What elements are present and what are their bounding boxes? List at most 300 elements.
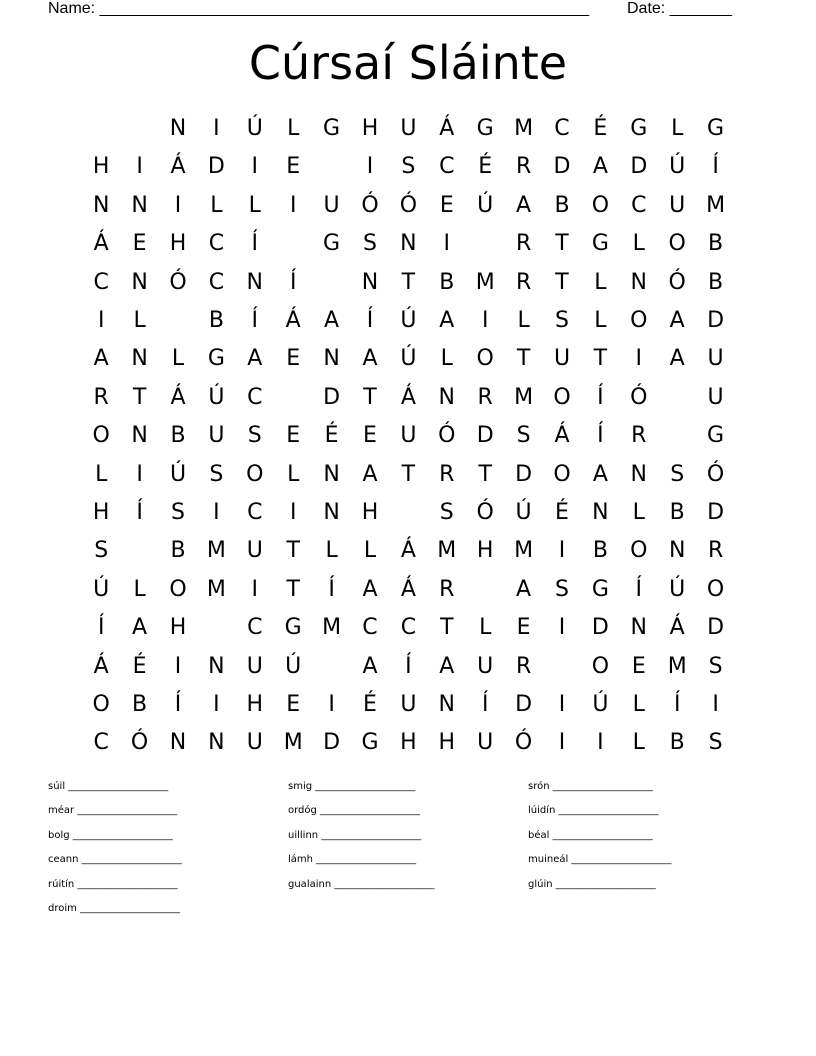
- grid-letter: S: [708, 730, 723, 756]
- grid-letter: A: [516, 192, 532, 218]
- grid-letter: [274, 225, 312, 263]
- grid-letter: Í: [635, 576, 643, 602]
- grid-letter: R: [477, 384, 493, 410]
- grid-letter: I: [481, 308, 489, 333]
- grid-letter: Ó: [706, 461, 725, 487]
- grid-letter: [312, 148, 350, 186]
- grid-letter: H: [92, 154, 110, 180]
- grid-letter: Ú: [246, 116, 263, 141]
- grid-letter: A: [362, 653, 378, 679]
- grid-letter: B: [708, 231, 724, 257]
- grid-letter: N: [592, 500, 609, 525]
- grid-letter: E: [286, 692, 301, 717]
- grid-letter: O: [476, 346, 494, 372]
- grid-letter: É: [132, 653, 147, 679]
- grid-letter: D: [476, 423, 494, 449]
- grid-letter: C: [247, 615, 263, 641]
- grid-letter: L: [632, 500, 645, 525]
- grid-letter: Ú: [515, 500, 532, 525]
- grid-letter: C: [208, 269, 225, 295]
- grid-letter: B: [708, 269, 724, 295]
- grid-letter: Ó: [399, 192, 418, 218]
- grid-letter: T: [593, 346, 608, 372]
- grid-letter: [543, 648, 581, 686]
- grid-letter: L: [632, 730, 645, 756]
- grid-letter: A: [362, 576, 378, 602]
- grid-letter: G: [323, 116, 341, 141]
- grid-letter: R: [93, 384, 109, 410]
- grid-letter: S: [363, 231, 377, 257]
- grid-letter: S: [670, 461, 685, 487]
- grid-letter: Ú: [208, 384, 225, 410]
- grid-letter: N: [246, 269, 264, 295]
- grid-letter: L: [363, 538, 377, 564]
- grid-letter: U: [477, 653, 494, 679]
- grid-letter: B: [554, 192, 570, 218]
- grid-letter: E: [363, 423, 377, 449]
- grid-letter: U: [246, 730, 263, 756]
- grid-letter: S: [401, 154, 416, 180]
- word-list-item: ordóg ____________________: [288, 805, 421, 817]
- grid-letter: C: [208, 231, 225, 257]
- word-list: [48, 780, 768, 930]
- grid-letter: O: [246, 461, 264, 487]
- word-list-item: méar ____________________: [48, 805, 178, 817]
- grid-letter: I: [635, 346, 643, 372]
- grid-letter: U: [323, 192, 340, 218]
- grid-letter: U: [477, 730, 494, 756]
- grid-letter: I: [366, 154, 374, 180]
- grid-letter: Í: [174, 692, 182, 717]
- grid-letter: Ó: [130, 730, 149, 756]
- grid-letter: G: [591, 231, 609, 257]
- grid-letter: I: [289, 500, 297, 525]
- grid-letter: [159, 302, 197, 340]
- grid-letter: N: [668, 538, 686, 564]
- grid-letter: Á: [170, 384, 186, 410]
- grid-letter: [466, 225, 504, 263]
- grid-letter: Á: [439, 116, 455, 141]
- grid-letter: L: [594, 308, 607, 333]
- grid-letter: M: [206, 576, 226, 602]
- grid-letter: O: [630, 308, 648, 333]
- grid-letter: Á: [170, 154, 186, 180]
- grid-letter: A: [592, 154, 608, 180]
- grid-letter: S: [171, 500, 185, 525]
- grid-letter: Á: [400, 384, 416, 410]
- grid-letter: Ó: [438, 423, 456, 449]
- grid-letter: O: [553, 461, 571, 487]
- grid-letter: [197, 609, 235, 647]
- grid-letter: M: [514, 116, 534, 141]
- grid-letter: [658, 379, 696, 417]
- grid-letter: I: [328, 692, 335, 717]
- grid-letter: A: [592, 461, 608, 487]
- grid-letter: R: [631, 423, 647, 449]
- grid-letter: M: [514, 384, 534, 410]
- date-field-label: Date: _______: [627, 0, 732, 17]
- grid-letter: N: [400, 231, 417, 257]
- grid-letter: N: [438, 384, 456, 410]
- grid-letter: Í: [673, 692, 681, 717]
- grid-letter: C: [362, 615, 378, 641]
- grid-letter: L: [325, 538, 338, 564]
- grid-letter: U: [400, 116, 417, 141]
- grid-letter: N: [208, 730, 225, 756]
- grid-letter: R: [439, 461, 455, 487]
- grid-letter: M: [206, 538, 226, 564]
- grid-letter: T: [440, 615, 454, 641]
- grid-letter: S: [516, 423, 531, 449]
- grid-letter: H: [361, 116, 379, 141]
- grid-letter: Ó: [630, 384, 648, 410]
- grid-letter: M: [475, 269, 495, 295]
- word-search-grid: [82, 110, 732, 770]
- grid-letter: A: [516, 576, 532, 602]
- grid-letter: É: [363, 692, 377, 717]
- grid-letter: U: [707, 346, 724, 372]
- grid-letter: E: [286, 154, 301, 180]
- grid-letter: C: [247, 500, 263, 525]
- grid-letter: Í: [289, 269, 297, 295]
- word-list-item: ceann ____________________: [48, 854, 182, 866]
- grid-letter: N: [438, 692, 456, 717]
- grid-letter: U: [400, 423, 417, 449]
- word-list-item: lúidín ____________________: [528, 805, 659, 817]
- grid-letter: R: [515, 653, 532, 679]
- grid-letter: C: [400, 615, 417, 641]
- word-list-item: smig ____________________: [288, 781, 416, 792]
- grid-letter: A: [362, 461, 378, 487]
- grid-letter: D: [630, 154, 648, 180]
- word-list-item: muineál ____________________: [528, 854, 672, 866]
- grid-letter: Ú: [169, 461, 187, 487]
- grid-letter: É: [593, 116, 608, 141]
- grid-letter: Ú: [477, 192, 494, 218]
- grid-letter: U: [669, 192, 686, 218]
- grid-letter: H: [169, 231, 187, 257]
- word-list-item: gualainn ____________________: [288, 878, 435, 890]
- grid-letter: D: [323, 384, 341, 410]
- grid-letter: S: [555, 576, 569, 602]
- grid-letter: O: [553, 384, 571, 410]
- grid-letter: Ú: [669, 576, 686, 602]
- grid-letter: Ó: [476, 500, 494, 525]
- grid-letter: R: [707, 538, 724, 564]
- header: [48, 0, 748, 20]
- grid-letter: Ó: [169, 269, 187, 295]
- grid-letter: M: [437, 538, 457, 564]
- grid-letter: L: [632, 231, 645, 257]
- grid-letter: O: [668, 231, 686, 257]
- grid-letter: Í: [481, 692, 489, 717]
- grid-letter: Á: [669, 615, 685, 641]
- grid-letter: G: [361, 730, 379, 756]
- grid-letter: É: [324, 423, 339, 449]
- grid-letter: [312, 648, 350, 686]
- grid-letter: Í: [712, 154, 719, 180]
- grid-letter: Í: [97, 615, 105, 641]
- grid-letter: G: [476, 116, 494, 141]
- grid-letter: I: [174, 653, 182, 679]
- grid-letter: [274, 379, 312, 417]
- grid-letter: A: [93, 346, 109, 372]
- grid-letter: D: [515, 461, 533, 487]
- grid-letter: Í: [597, 384, 604, 410]
- grid-letter: [312, 264, 350, 302]
- grid-letter: I: [174, 192, 182, 218]
- grid-letter: I: [251, 576, 259, 602]
- word-list-item: bolg ____________________: [48, 829, 173, 841]
- grid-letter: Á: [400, 576, 416, 602]
- grid-letter: S: [209, 461, 224, 487]
- name-field-label: Name: _______________________________________________________: [48, 0, 589, 17]
- grid-letter: U: [553, 346, 571, 372]
- grid-letter: G: [591, 576, 609, 602]
- word-list-item: uillinn ____________________: [288, 829, 422, 841]
- grid-letter: I: [136, 154, 143, 180]
- grid-letter: D: [591, 615, 609, 641]
- grid-letter: T: [478, 461, 492, 487]
- grid-letter: Ó: [668, 269, 686, 295]
- grid-letter: N: [169, 116, 187, 141]
- grid-letter: Á: [400, 538, 416, 564]
- grid-letter: I: [712, 692, 719, 717]
- grid-letter: A: [362, 346, 378, 372]
- grid-letter: I: [558, 615, 566, 641]
- grid-letter: [120, 110, 158, 148]
- grid-letter: [120, 532, 158, 570]
- grid-letter: E: [631, 653, 646, 679]
- grid-letter: O: [92, 692, 110, 717]
- grid-letter: N: [208, 653, 225, 679]
- grid-letter: E: [516, 615, 531, 641]
- grid-letter: M: [706, 192, 726, 218]
- grid-letter: O: [591, 653, 610, 679]
- grid-letter: D: [515, 692, 533, 717]
- grid-letter: Ú: [93, 576, 110, 602]
- grid-letter: B: [208, 308, 224, 333]
- grid-letter: E: [286, 423, 301, 449]
- grid-letter: H: [169, 615, 187, 641]
- grid-letter: S: [708, 653, 723, 679]
- grid-letter: Í: [328, 576, 335, 602]
- grid-letter: Ú: [669, 154, 686, 180]
- grid-letter: H: [476, 538, 494, 564]
- grid-letter: T: [555, 269, 569, 295]
- word-list-item: glúin ____________________: [528, 878, 656, 890]
- grid-letter: G: [284, 615, 302, 641]
- grid-letter: S: [247, 423, 262, 449]
- grid-letter: H: [400, 730, 417, 756]
- grid-letter: L: [287, 116, 300, 141]
- grid-letter: T: [286, 538, 300, 564]
- grid-letter: N: [630, 269, 648, 295]
- grid-letter: Í: [251, 308, 259, 333]
- grid-letter: T: [516, 346, 531, 372]
- grid-letter: S: [439, 500, 454, 525]
- grid-letter: L: [248, 192, 261, 218]
- grid-letter: Ú: [400, 346, 417, 372]
- grid-letter: N: [323, 500, 340, 525]
- grid-letter: M: [322, 615, 342, 641]
- word-list-item: droim ____________________: [48, 903, 181, 914]
- grid-letter: L: [671, 116, 684, 141]
- grid-letter: N: [169, 730, 187, 756]
- grid-letter: T: [401, 269, 416, 295]
- grid-letter: A: [324, 308, 340, 333]
- grid-letter: O: [630, 538, 648, 564]
- grid-letter: C: [93, 730, 109, 756]
- grid-letter: O: [706, 576, 725, 602]
- grid-letter: O: [591, 192, 610, 218]
- grid-letter: E: [439, 192, 454, 218]
- grid-letter: I: [213, 692, 220, 717]
- grid-letter: Á: [93, 231, 109, 257]
- grid-letter: B: [170, 538, 186, 564]
- grid-letter: É: [478, 154, 493, 180]
- grid-letter: U: [707, 384, 724, 410]
- grid-letter: I: [289, 192, 297, 218]
- grid-letter: M: [283, 730, 303, 756]
- grid-letter: Ó: [361, 192, 379, 218]
- grid-letter: U: [400, 692, 417, 717]
- grid-letter: B: [170, 423, 186, 449]
- grid-letter: N: [323, 461, 340, 487]
- grid-letter: U: [246, 538, 263, 564]
- grid-letter: [389, 494, 427, 532]
- grid-letter: A: [669, 308, 685, 333]
- grid-letter: T: [555, 231, 569, 257]
- grid-letter: L: [440, 346, 453, 372]
- grid-letter: H: [92, 500, 110, 525]
- grid-letter: H: [361, 500, 379, 525]
- grid-letter: A: [439, 308, 455, 333]
- grid-letter: T: [363, 384, 377, 410]
- grid-letter: Á: [554, 423, 570, 449]
- grid-letter: T: [401, 461, 416, 487]
- grid-letter: R: [439, 576, 455, 602]
- word-list-item: srón ____________________: [528, 781, 653, 792]
- grid-letter: L: [479, 615, 492, 641]
- grid-letter: U: [208, 423, 225, 449]
- grid-letter: A: [439, 653, 455, 679]
- grid-letter: N: [92, 192, 110, 218]
- grid-letter: B: [669, 730, 685, 756]
- grid-letter: D: [707, 615, 725, 641]
- grid-letter: Á: [285, 308, 301, 333]
- grid-letter: A: [132, 615, 148, 641]
- grid-letter: I: [213, 116, 220, 141]
- grid-letter: N: [361, 269, 379, 295]
- grid-letter: D: [707, 308, 725, 333]
- grid-letter: O: [92, 423, 110, 449]
- grid-letter: T: [286, 576, 300, 602]
- grid-letter: R: [515, 269, 532, 295]
- grid-letter: N: [131, 192, 148, 218]
- grid-letter: I: [251, 154, 259, 180]
- grid-letter: É: [555, 500, 569, 525]
- grid-letter: N: [630, 615, 648, 641]
- grid-letter: B: [669, 500, 685, 525]
- grid-letter: G: [707, 423, 725, 449]
- grid-letter: A: [247, 346, 263, 372]
- grid-letter: M: [667, 653, 687, 679]
- grid-letter: I: [558, 730, 566, 756]
- grid-letter: Í: [251, 231, 259, 257]
- grid-letter: [466, 571, 504, 609]
- grid-letter: C: [554, 116, 570, 141]
- grid-letter: I: [97, 308, 105, 333]
- grid-letter: I: [443, 231, 451, 257]
- grid-letter: E: [132, 231, 147, 257]
- grid-letter: U: [246, 653, 263, 679]
- grid-letter: L: [287, 461, 300, 487]
- grid-letter: G: [707, 116, 725, 141]
- grid-letter: L: [594, 269, 607, 295]
- grid-letter: I: [597, 730, 604, 756]
- grid-letter: D: [323, 730, 341, 756]
- grid-letter: N: [131, 423, 148, 449]
- word-list-item: lámh ____________________: [288, 854, 417, 866]
- grid-letter: Í: [405, 653, 412, 679]
- grid-letter: Ú: [400, 308, 417, 333]
- grid-letter: Ú: [285, 653, 302, 679]
- grid-letter: N: [630, 461, 648, 487]
- grid-letter: R: [515, 154, 532, 180]
- grid-letter: N: [323, 346, 340, 372]
- grid-letter: H: [246, 692, 264, 717]
- grid-letter: C: [439, 154, 455, 180]
- grid-letter: O: [169, 576, 187, 602]
- grid-letter: G: [323, 231, 341, 257]
- grid-letter: L: [210, 192, 223, 218]
- grid-letter: Í: [366, 308, 374, 333]
- grid-letter: B: [439, 269, 455, 295]
- grid-letter: [82, 110, 120, 148]
- grid-letter: B: [132, 692, 148, 717]
- grid-letter: Í: [597, 423, 604, 449]
- grid-letter: M: [514, 538, 534, 564]
- grid-letter: [658, 417, 696, 455]
- grid-letter: C: [93, 269, 109, 295]
- grid-letter: N: [131, 269, 148, 295]
- grid-letter: Í: [136, 500, 143, 525]
- grid-letter: N: [131, 346, 148, 372]
- grid-letter: B: [592, 538, 608, 564]
- grid-letter: C: [247, 384, 263, 410]
- grid-letter: G: [207, 346, 225, 372]
- grid-letter: S: [94, 538, 109, 564]
- grid-letter: C: [631, 192, 647, 218]
- grid-letter: L: [171, 346, 185, 372]
- grid-letter: I: [213, 500, 220, 525]
- grid-letter: L: [517, 308, 530, 333]
- grid-letter: Á: [93, 653, 109, 679]
- grid-letter: R: [515, 231, 532, 257]
- grid-letter: S: [555, 308, 569, 333]
- grid-letter: Ó: [514, 730, 533, 756]
- grid-letter: Ú: [592, 692, 609, 717]
- grid-letter: G: [630, 116, 648, 141]
- grid-letter: L: [95, 461, 108, 487]
- grid-letter: D: [207, 154, 225, 180]
- word-list-item: súil ____________________: [48, 781, 169, 792]
- word-list-item: rúitín ____________________: [48, 878, 178, 890]
- word-list-item: béal ____________________: [528, 829, 653, 841]
- grid-letter: I: [136, 461, 143, 487]
- grid-letter: L: [133, 308, 146, 333]
